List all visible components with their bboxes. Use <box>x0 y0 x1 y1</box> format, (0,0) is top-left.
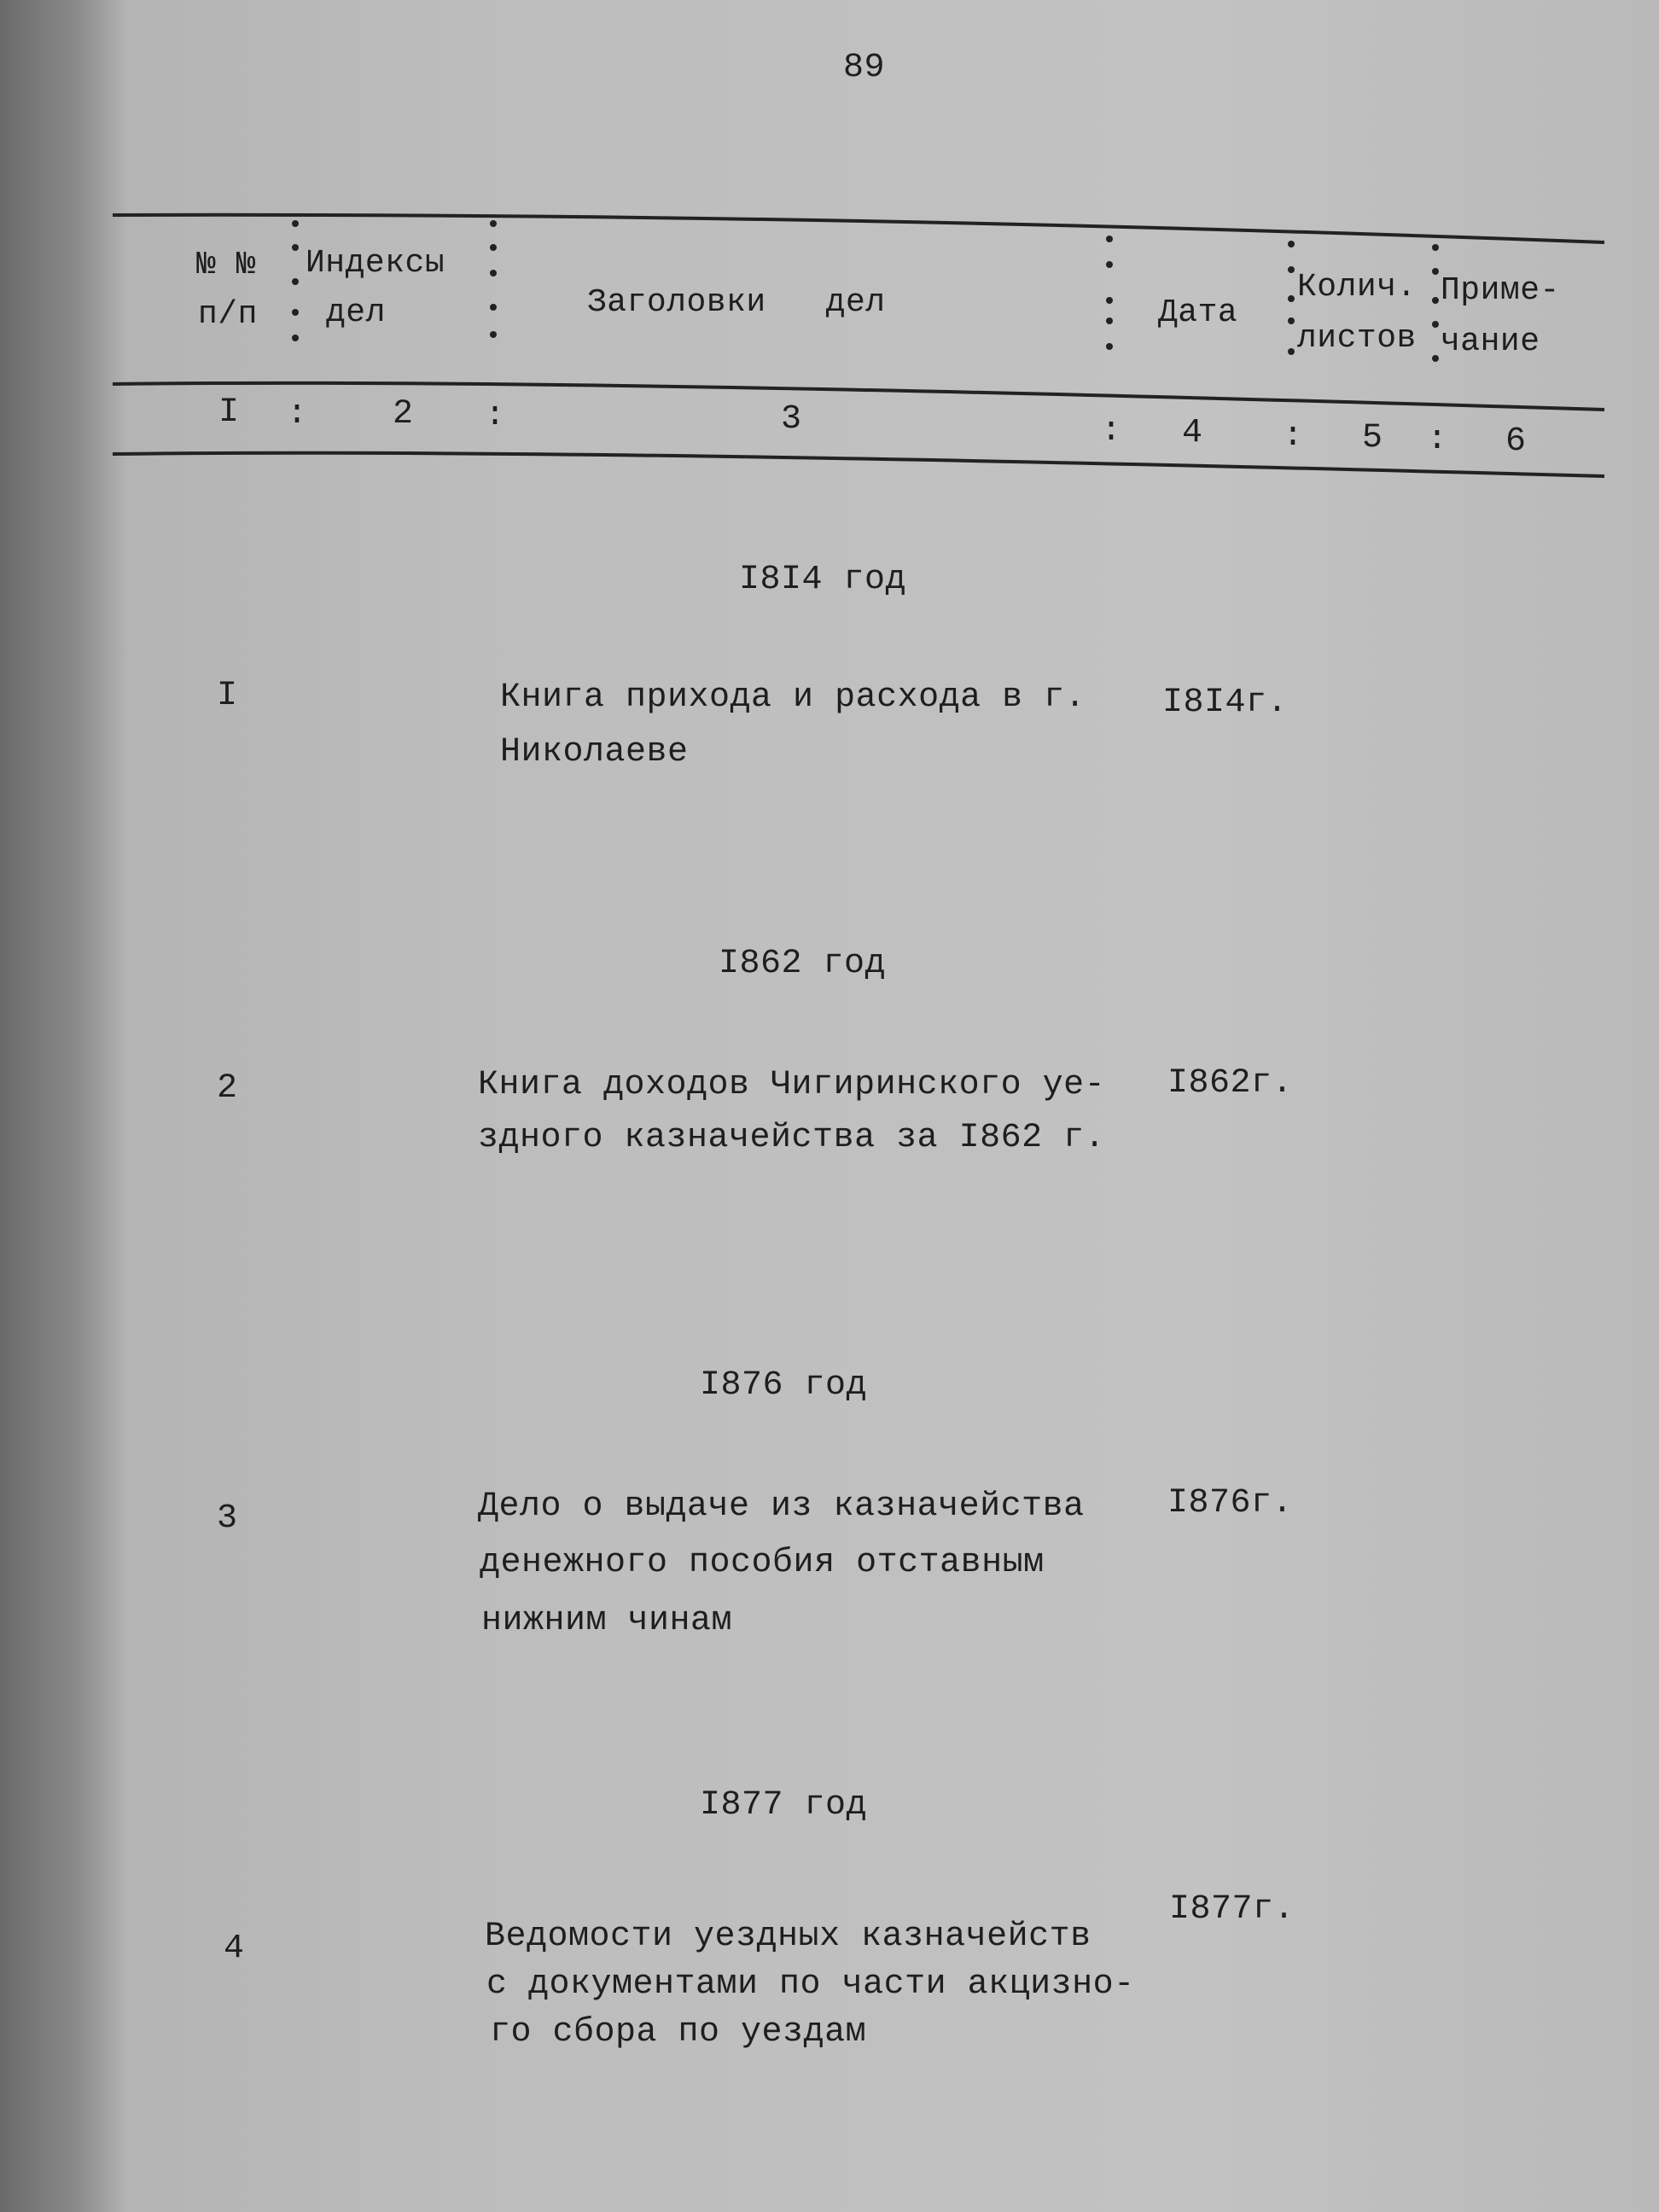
entry-date: I877г. <box>1169 1890 1295 1929</box>
header-col1-line2: п/п <box>198 296 258 333</box>
column-number-1: I <box>218 393 240 432</box>
header-col2-line1: Индексы <box>306 245 445 282</box>
entry-date: I862г. <box>1167 1064 1294 1103</box>
header-col3: Заголовки дел <box>587 284 886 321</box>
column-number-5: 5 <box>1362 419 1383 457</box>
column-number-2: 2 <box>393 395 414 434</box>
header-mid-rule <box>113 383 1604 410</box>
entry-title-line: Книга доходов Чигиринского уе- <box>478 1066 1106 1104</box>
entry-number: 4 <box>224 1930 245 1968</box>
header-col2-line2: дел <box>326 294 386 331</box>
column-number-4: 4 <box>1182 414 1203 452</box>
header-top-rule <box>113 215 1604 242</box>
entry-title-line: го сбора по уездам <box>490 2013 867 2052</box>
header-col6-line2: чание <box>1441 323 1540 360</box>
year-heading: I876 год <box>700 1366 868 1405</box>
header-col4: Дата <box>1158 294 1238 331</box>
header-col5-line1: Колич. <box>1297 269 1417 306</box>
entry-title-line: Николаеве <box>500 733 689 771</box>
column-number-3: 3 <box>781 400 802 439</box>
header-col1-line1: № № <box>196 247 256 283</box>
entry-number: 3 <box>217 1499 238 1538</box>
header-col6-line1: Приме- <box>1441 272 1560 309</box>
entry-title-line: Книга прихода и расхода в г. <box>500 678 1086 717</box>
header-col5-line2: листов <box>1297 320 1417 357</box>
entry-title-line: Ведомости уездных казначейств <box>485 1918 1091 1956</box>
year-heading: I8I4 год <box>739 561 907 599</box>
column-number-6: 6 <box>1505 422 1527 461</box>
entry-title-line: здного казначейства за I862 г. <box>478 1119 1106 1157</box>
year-heading: I877 год <box>700 1786 868 1825</box>
entry-number: 2 <box>217 1069 238 1108</box>
entry-title-line: с документами по части акцизно- <box>486 1965 1135 2004</box>
entry-title-line: Дело о выдаче из казначейства <box>478 1487 1085 1526</box>
year-heading: I862 год <box>719 945 887 983</box>
entry-date: I8I4г. <box>1162 684 1289 722</box>
page-number: 89 <box>843 49 886 87</box>
entry-date: I876г. <box>1167 1484 1294 1522</box>
entry-title-line: нижним чинам <box>481 1602 733 1640</box>
entry-title-line: денежного пособия отставным <box>480 1544 1045 1582</box>
entry-number: I <box>217 677 238 715</box>
